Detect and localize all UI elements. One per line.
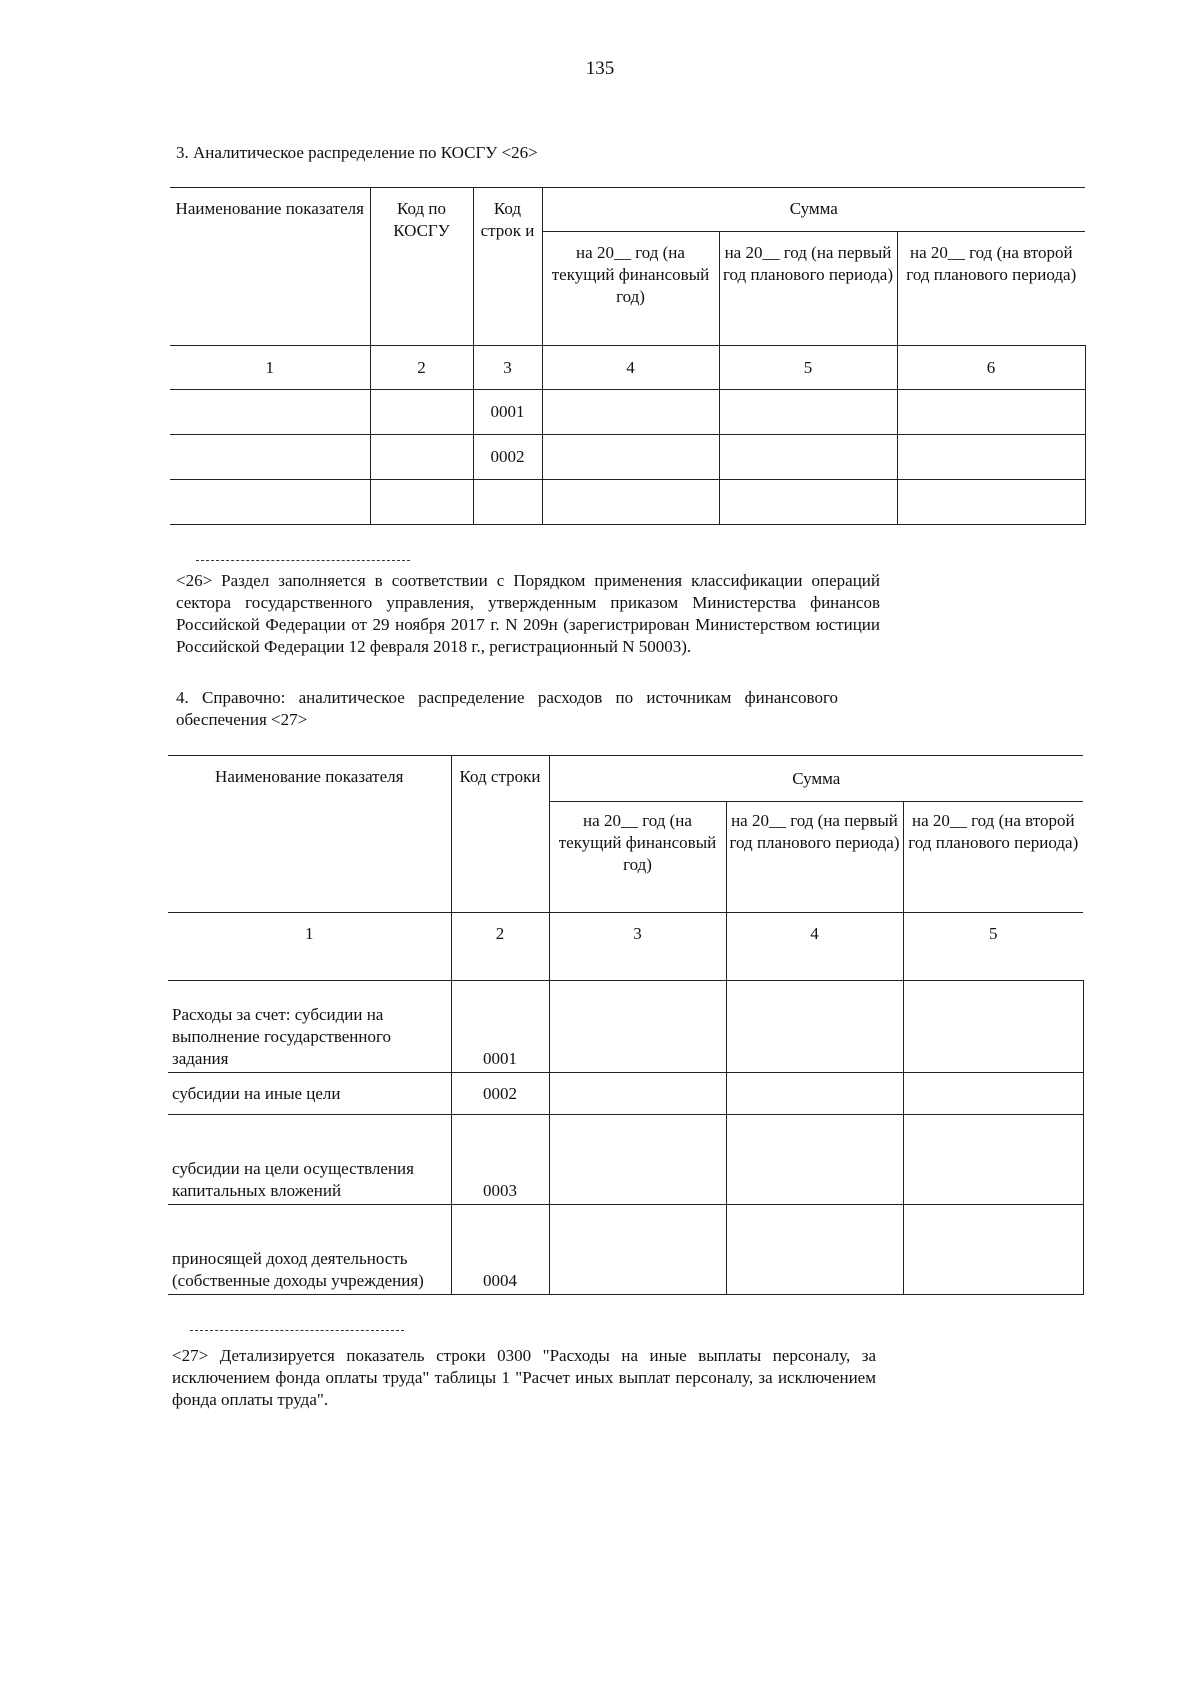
kosgu-distribution-table (170, 187, 1086, 525)
header-kosgu-code: Код по КОСГУ (370, 188, 473, 346)
header-row-code: Код строки (451, 756, 549, 913)
header-indicator-name: Наименование показателя (168, 756, 451, 913)
col-num-1: 1 (170, 346, 370, 390)
footnote-separator (190, 1330, 404, 1331)
row-code (473, 480, 542, 525)
section-3-title: 3. Аналитическое распределение по КОСГУ <26> (176, 143, 538, 162)
col-num-2: 2 (370, 346, 473, 390)
row-code: 0003 (451, 1115, 549, 1205)
header-second-plan-year: на 20__ год (на второй год планового периода) (903, 802, 1083, 913)
table-row (168, 1073, 1083, 1115)
row-code: 0001 (473, 390, 542, 435)
col-num-5: 5 (903, 913, 1083, 981)
page-number: 135 (585, 58, 615, 79)
col-num-3: 3 (549, 913, 726, 981)
col-num-4: 4 (726, 913, 903, 981)
table-row (170, 480, 1085, 525)
col-num-5: 5 (719, 346, 897, 390)
col-num-2: 2 (451, 913, 549, 981)
header-first-plan-year: на 20__ год (на первый год планового периода) (719, 232, 897, 346)
table-row (170, 435, 1085, 480)
row-code: 0002 (451, 1073, 549, 1115)
row-code: 0004 (451, 1205, 549, 1295)
header-indicator-name: Наименование показателя (170, 188, 370, 346)
footnote-26: <26> Раздел заполняется в соответствии с Порядком применения классификации операций сектора государственного управления, утвержденным приказом Министерства финансов Российской Федерации от 29 ноября 2017 г. N 209н (зарегистрирован Министерством юстиции Российской Федерации 12 февраля 2018 г., регистрационный N 50003). (176, 571, 880, 656)
table-row (170, 390, 1085, 435)
header-second-plan-year: на 20__ год (на второй год планового периода) (897, 232, 1085, 346)
header-first-plan-year: на 20__ год (на первый год планового периода) (726, 802, 903, 913)
footnote-separator (196, 560, 410, 561)
table-row (168, 981, 1083, 1073)
funding-sources-table (168, 755, 1084, 1295)
header-sum: Сумма (549, 756, 1083, 802)
header-current-year: на 20__ год (на текущий финансовый год) (549, 802, 726, 913)
col-num-4: 4 (542, 346, 719, 390)
col-num-6: 6 (897, 346, 1085, 390)
table-row (168, 1115, 1083, 1205)
table-row (168, 1205, 1083, 1295)
row-indicator-name: субсидии на иные цели (168, 1073, 451, 1115)
footnote-27: <27> Детализируется показатель строки 0300 "Расходы на иные выплаты персоналу, за исключением фонда оплаты труда" таблицы 1 "Расчет иных выплат персоналу, за исключением фонда оплаты труда". (172, 1346, 876, 1409)
row-indicator-name: приносящей доход деятельность (собственные доходы учреждения) (168, 1205, 451, 1295)
col-num-1: 1 (168, 913, 451, 981)
row-indicator-name: Расходы за счет: субсидии на выполнение государственного задания (168, 981, 451, 1073)
header-row-code: Код строк и (473, 188, 542, 346)
row-code: 0002 (473, 435, 542, 480)
row-indicator-name: субсидии на цели осуществления капитальных вложений (168, 1115, 451, 1205)
header-current-year: на 20__ год (на текущий финансовый год) (542, 232, 719, 346)
header-sum: Сумма (542, 188, 1085, 232)
row-code: 0001 (451, 981, 549, 1073)
section-4-title: 4. Справочно: аналитическое распределение расходов по источникам финансового обеспечения <27> (176, 688, 838, 729)
col-num-3: 3 (473, 346, 542, 390)
